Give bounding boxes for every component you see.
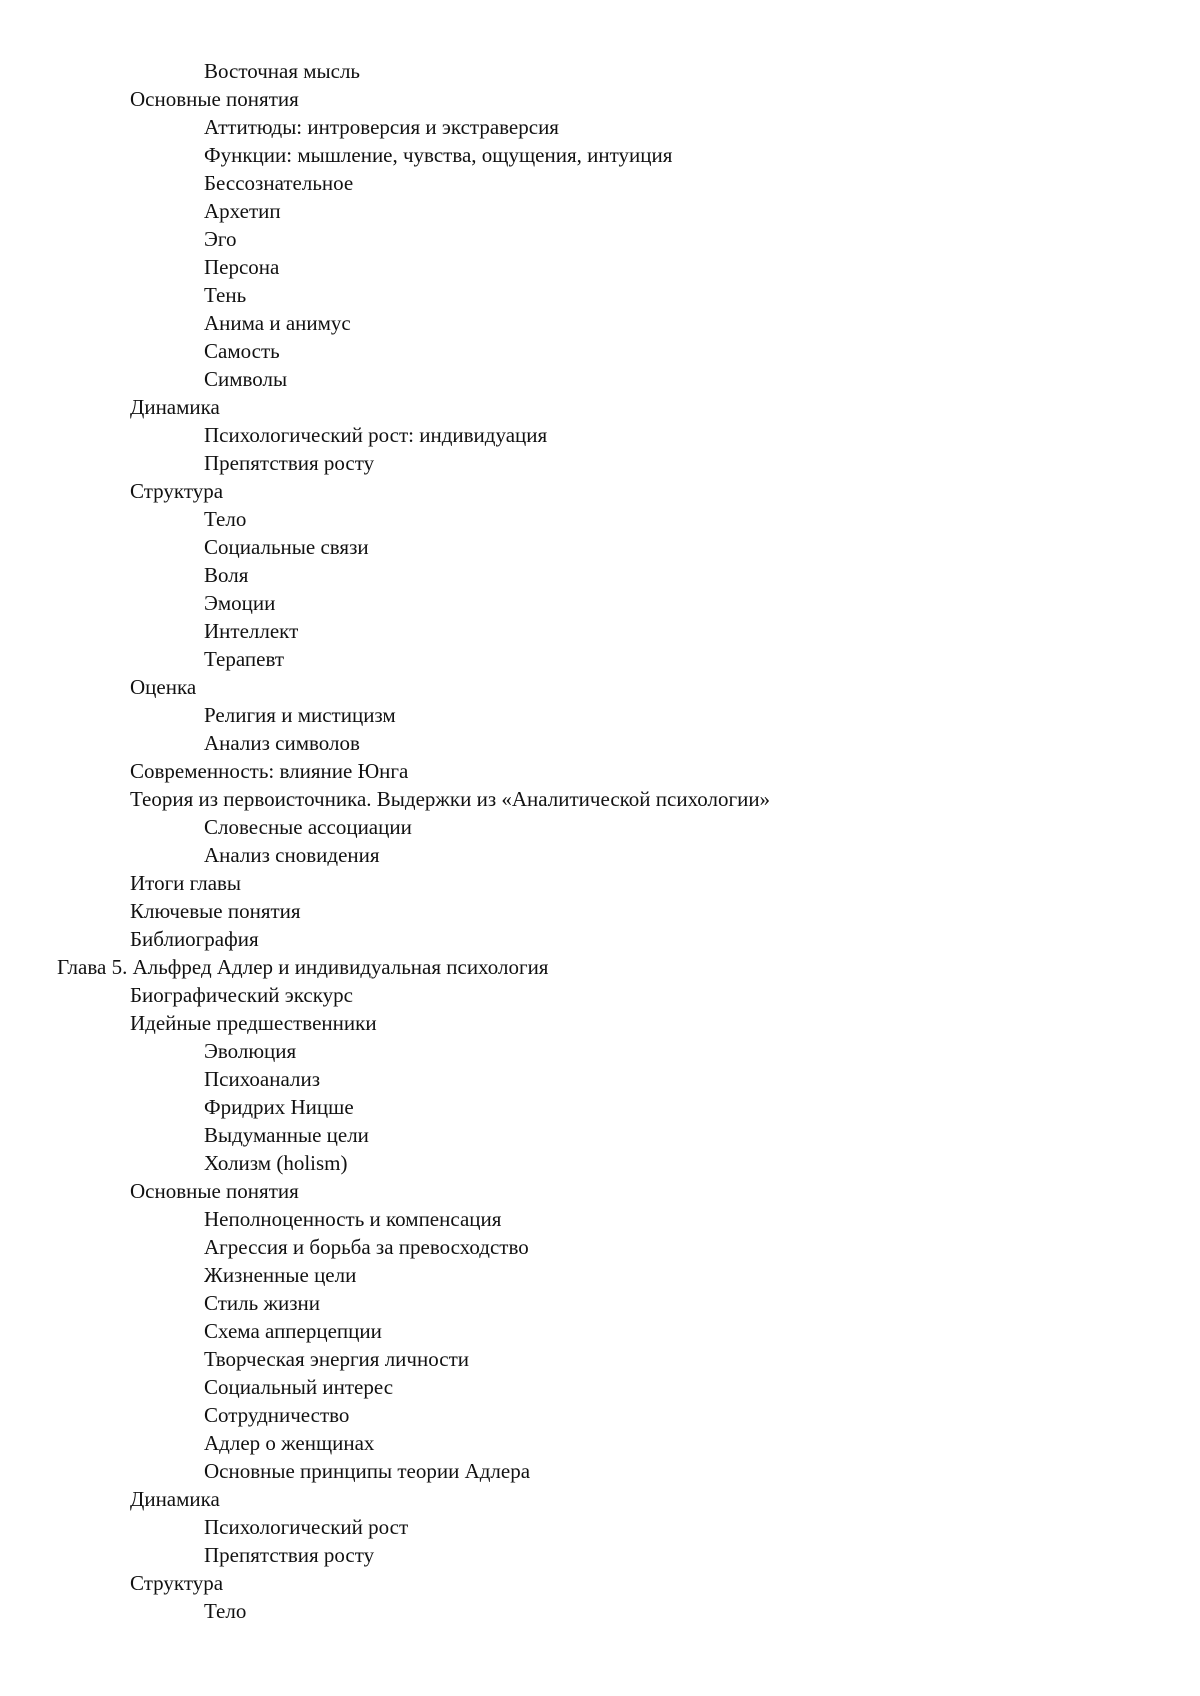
toc-subsection-item: Холизм (holism): [204, 1151, 348, 1175]
toc-subsection-item: Психоанализ: [204, 1067, 321, 1091]
toc-section-item: Динамика: [130, 395, 220, 419]
toc-section-item: Идейные предшественники: [130, 1011, 377, 1035]
toc-subsection-item: Восточная мысль: [204, 59, 361, 83]
toc-section-item: Основные понятия: [130, 87, 299, 111]
toc-subsection-item: Социальный интерес: [204, 1375, 394, 1399]
toc-subsection-item: Анализ символов: [204, 731, 360, 755]
toc-subsection-item: Жизненные цели: [204, 1263, 357, 1287]
toc-section-item: Итоги главы: [130, 871, 242, 895]
toc-subsection-item: Воля: [204, 563, 249, 587]
toc-subsection-item: Творческая энергия личности: [204, 1347, 469, 1371]
toc-section-item: Теория из первоисточника. Выдержки из «Аналитической психологии»: [130, 787, 771, 811]
toc-subsection-item: Архетип: [204, 199, 281, 223]
toc-subsection-item: Фридрих Ницше: [204, 1095, 354, 1119]
toc-section-item: Динамика: [130, 1487, 220, 1511]
toc-subsection-item: Адлер о женщинах: [204, 1431, 375, 1455]
toc-subsection-item: Тело: [204, 507, 247, 531]
toc-subsection-item: Агрессия и борьба за превосходство: [204, 1235, 529, 1259]
toc-subsection-item: Символы: [204, 367, 288, 391]
toc-section-item: Основные понятия: [130, 1179, 299, 1203]
toc-subsection-item: Аттитюды: интроверсия и экстраверсия: [204, 115, 559, 139]
toc-subsection-item: Анализ сновидения: [204, 843, 380, 867]
toc-subsection-item: Эмоции: [204, 591, 276, 615]
toc-subsection-item: Стиль жизни: [204, 1291, 320, 1315]
toc-subsection-item: Эволюция: [204, 1039, 297, 1063]
toc-subsection-item: Бессознательное: [204, 171, 354, 195]
toc-section-item: Структура: [130, 479, 224, 503]
toc-subsection-item: Эго: [204, 227, 237, 251]
toc-subsection-item: Схема апперцепции: [204, 1319, 382, 1343]
table-of-contents: [0, 57, 1200, 1625]
toc-section-item: Ключевые понятия: [130, 899, 301, 923]
toc-chapter-heading: Глава 5. Альфред Адлер и индивидуальная психология: [57, 955, 549, 979]
toc-subsection-item: Препятствия росту: [204, 451, 375, 475]
toc-subsection-item: Интеллект: [204, 619, 299, 643]
toc-subsection-item: Социальные связи: [204, 535, 369, 559]
toc-subsection-item: Выдуманные цели: [204, 1123, 369, 1147]
toc-subsection-item: Самость: [204, 339, 280, 363]
toc-subsection-item: Психологический рост: [204, 1515, 409, 1539]
toc-section-item: Современность: влияние Юнга: [130, 759, 409, 783]
toc-subsection-item: Функции: мышление, чувства, ощущения, интуиция: [204, 143, 673, 167]
toc-subsection-item: Неполноценность и компенсация: [204, 1207, 502, 1231]
toc-subsection-item: Анима и анимус: [204, 311, 351, 335]
toc-section-item: Оценка: [130, 675, 197, 699]
toc-section-item: Биографический экскурс: [130, 983, 353, 1007]
toc-section-item: Структура: [130, 1571, 224, 1595]
toc-subsection-item: Тело: [204, 1599, 247, 1623]
toc-subsection-item: Религия и мистицизм: [204, 703, 396, 727]
toc-subsection-item: Терапевт: [204, 647, 285, 671]
toc-section-item: Библиография: [130, 927, 259, 951]
toc-subsection-item: Сотрудничество: [204, 1403, 350, 1427]
toc-subsection-item: Тень: [204, 283, 247, 307]
toc-subsection-item: Словесные ассоциации: [204, 815, 412, 839]
toc-subsection-item: Персона: [204, 255, 280, 279]
toc-subsection-item: Психологический рост: индивидуация: [204, 423, 548, 447]
toc-subsection-item: Основные принципы теории Адлера: [204, 1459, 531, 1483]
toc-subsection-item: Препятствия росту: [204, 1543, 375, 1567]
